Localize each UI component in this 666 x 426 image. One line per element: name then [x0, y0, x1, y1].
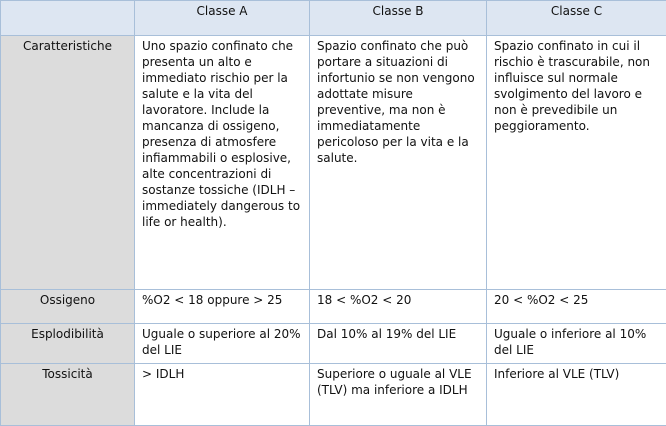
- cell-esplodibilita-a: Uguale o superiore al 20% del LIE: [135, 324, 310, 364]
- row-header-tossicita: Tossicità: [1, 364, 135, 426]
- column-header-classe-c: Classe C: [487, 1, 666, 36]
- cell-ossigeno-a: %O2 < 18 oppure > 25: [135, 290, 310, 324]
- table-row: [1, 290, 666, 324]
- header-row: [1, 1, 666, 36]
- table-row: [1, 36, 666, 290]
- cell-caratteristiche-a: Uno spazio confinato che presenta un alto e immediato rischio per la salute e la vita del lavoratore. Include la mancanza di ossigeno, presenza di atmosfere infiammabili o esplosive, alte concentrazioni di sostanze tossiche (IDLH – immediately dangerous to life or health).: [135, 36, 310, 290]
- cell-ossigeno-c: 20 < %O2 < 25: [487, 290, 666, 324]
- row-header-ossigeno: Ossigeno: [1, 290, 135, 324]
- table-row: [1, 364, 666, 426]
- row-header-esplodibilita: Esplodibilità: [1, 324, 135, 364]
- table-row: [1, 324, 666, 364]
- corner-cell: [1, 1, 135, 36]
- column-header-classe-a: Classe A: [135, 1, 310, 36]
- cell-caratteristiche-b: Spazio confinato che può portare a situazioni di infortunio se non vengono adottate misure preventive, ma non è immediatamente pericoloso per la vita e la salute.: [310, 36, 487, 290]
- cell-tossicita-a: > IDLH: [135, 364, 310, 426]
- row-header-caratteristiche: Caratteristiche: [1, 36, 135, 290]
- cell-tossicita-c: Inferiore al VLE (TLV): [487, 364, 666, 426]
- column-header-classe-b: Classe B: [310, 1, 487, 36]
- cell-tossicita-b: Superiore o uguale al VLE (TLV) ma inferiore a IDLH: [310, 364, 487, 426]
- cell-esplodibilita-c: Uguale o inferiore al 10% del LIE: [487, 324, 666, 364]
- cell-ossigeno-b: 18 < %O2 < 20: [310, 290, 487, 324]
- cell-esplodibilita-b: Dal 10% al 19% del LIE: [310, 324, 487, 364]
- cell-caratteristiche-c: Spazio confinato in cui il rischio è trascurabile, non influisce sul normale svolgimento del lavoro e non è prevedibile un peggioramento.: [487, 36, 666, 290]
